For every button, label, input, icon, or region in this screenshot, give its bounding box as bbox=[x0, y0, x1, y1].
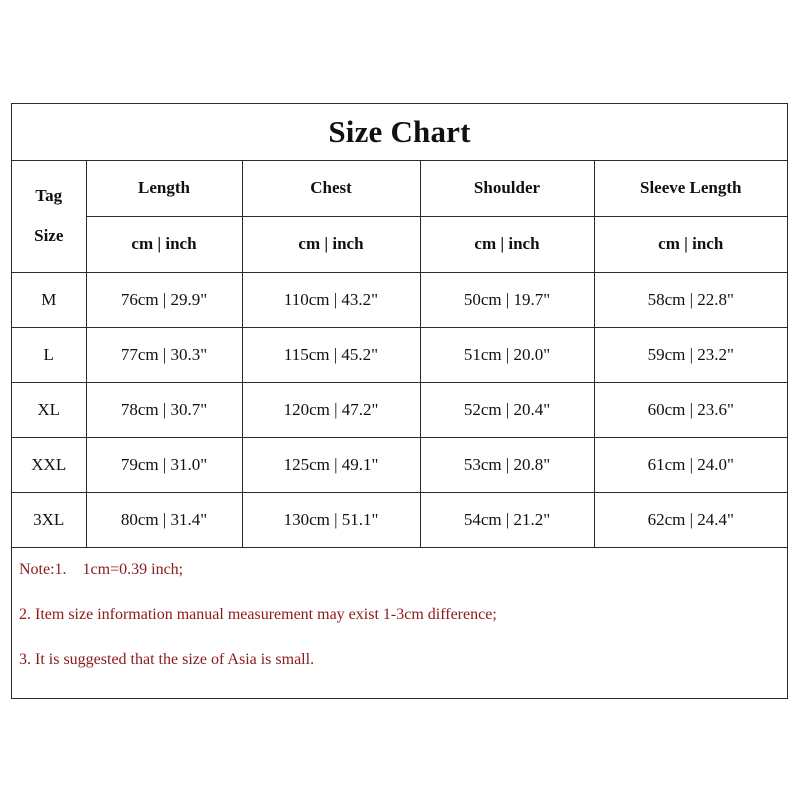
tag-size-header bbox=[12, 160, 86, 272]
chest-cell: 120cm | 47.2" bbox=[242, 382, 420, 437]
size-cell: XXL bbox=[12, 437, 86, 492]
table-row bbox=[12, 327, 787, 382]
note-1: Note:1. 1cm=0.39 inch; bbox=[19, 561, 184, 578]
size-cell: M bbox=[12, 272, 86, 327]
shoulder-cell: 53cm | 20.8" bbox=[420, 437, 594, 492]
size-cell: XL bbox=[12, 382, 86, 437]
header-row bbox=[12, 160, 787, 216]
sleeve-cell: 60cm | 23.6" bbox=[594, 382, 787, 437]
length-cell: 80cm | 31.4" bbox=[86, 492, 242, 547]
sleeve-cell: 62cm | 24.4" bbox=[594, 492, 787, 547]
table-row bbox=[12, 272, 787, 327]
length-unit: cm | inch bbox=[86, 216, 242, 272]
chest-cell: 110cm | 43.2" bbox=[242, 272, 420, 327]
sleeve-cell: 58cm | 22.8" bbox=[594, 272, 787, 327]
size-label: Size bbox=[34, 225, 64, 245]
unit-row bbox=[12, 216, 787, 272]
tag-label: Tag bbox=[35, 185, 63, 205]
note-2: 2. Item size information manual measurement may exist 1-3cm difference; bbox=[19, 606, 497, 623]
sleeve-cell: 59cm | 23.2" bbox=[594, 327, 787, 382]
chest-cell: 130cm | 51.1" bbox=[242, 492, 420, 547]
length-cell: 76cm | 29.9" bbox=[86, 272, 242, 327]
sleeve-unit: cm | inch bbox=[594, 216, 787, 272]
table-row bbox=[12, 492, 787, 547]
sleeve-length-header: Sleeve Length bbox=[594, 160, 787, 216]
chest-header: Chest bbox=[242, 160, 420, 216]
table-row bbox=[12, 437, 787, 492]
size-cell: L bbox=[12, 327, 86, 382]
chest-cell: 115cm | 45.2" bbox=[242, 327, 420, 382]
length-cell: 77cm | 30.3" bbox=[86, 327, 242, 382]
size-cell: 3XL bbox=[12, 492, 86, 547]
chest-cell: 125cm | 49.1" bbox=[242, 437, 420, 492]
shoulder-cell: 52cm | 20.4" bbox=[420, 382, 594, 437]
table-row bbox=[12, 382, 787, 437]
length-cell: 78cm | 30.7" bbox=[86, 382, 242, 437]
size-table bbox=[12, 160, 787, 548]
note-3: 3. It is suggested that the size of Asia is small. bbox=[19, 651, 315, 668]
size-chart bbox=[11, 103, 788, 699]
shoulder-cell: 54cm | 21.2" bbox=[420, 492, 594, 547]
length-cell: 79cm | 31.0" bbox=[86, 437, 242, 492]
chart-title: Size Chart bbox=[12, 104, 787, 161]
shoulder-unit: cm | inch bbox=[420, 216, 594, 272]
length-header: Length bbox=[86, 160, 242, 216]
shoulder-cell: 50cm | 19.7" bbox=[420, 272, 594, 327]
sleeve-cell: 61cm | 24.0" bbox=[594, 437, 787, 492]
shoulder-header: Shoulder bbox=[420, 160, 594, 216]
shoulder-cell: 51cm | 20.0" bbox=[420, 327, 594, 382]
chest-unit: cm | inch bbox=[242, 216, 420, 272]
